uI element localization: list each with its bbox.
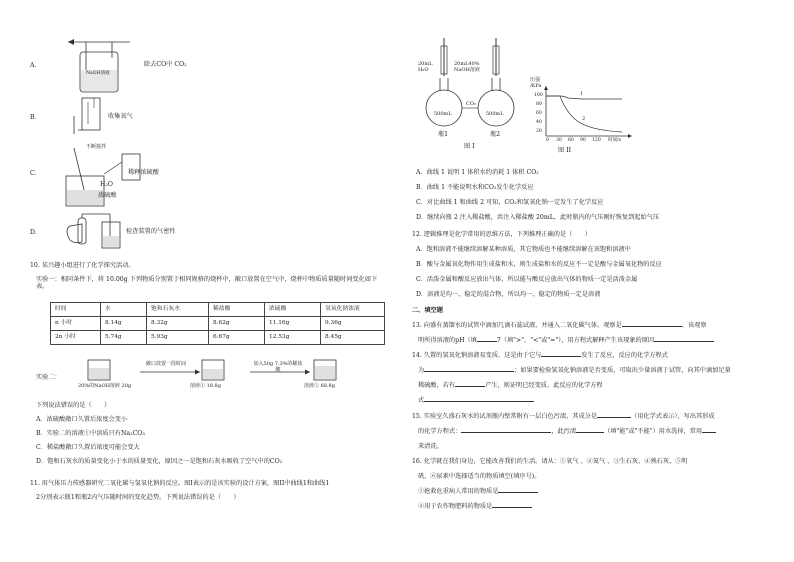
q11-choice-a: A．曲线 1 说明 1 体积水约消耗 1 体积 CO₂ — [416, 169, 539, 176]
q11-choice-d: D．继续向瓶 2 注入稀盐酸，共注入稀盐酸 20mL，此时瓶内的气压刚好恢复到起始气压 — [416, 214, 660, 221]
chart-ytick-40: 40 — [536, 120, 542, 125]
q14-line3a: 稀硫酸，若有 — [418, 382, 456, 389]
q15-line2b: ，此污渍 — [551, 428, 577, 435]
table-header-cell: 氢氧化钠浓液 — [321, 303, 385, 317]
q14-line1 — [412, 352, 668, 359]
option-d-note: 检查装置的气密性 — [126, 228, 176, 235]
q12-choice-c: C．活泼金属和酸反应放出气体，所以能与酸反应放出气体的物质一定是活泼金属 — [416, 276, 638, 283]
q15-line2 — [418, 428, 716, 435]
chart-xtick-30: 30 — [556, 138, 562, 143]
q16-line1: 16. 化学就在我们身边，它能改善我们的生活。请从：①氧气 、②氮气 、③生石灰、④熟石灰、⑤明 — [412, 458, 688, 465]
figure-one-apparatus — [412, 36, 522, 146]
table-cell: 5.74g — [101, 331, 147, 345]
table-header-cell: 饱和石灰水 — [147, 303, 209, 317]
naoh-bottle-label: NaOH溶液 — [86, 71, 110, 76]
q15-blank4[interactable] — [702, 432, 716, 433]
q13-line2b: 7（填">"、"<"或"="），用方程式解释产生该现象的原因 — [496, 337, 655, 344]
q13-line1 — [412, 322, 707, 329]
q11-line1: 11. 用气体压力传感器研究二氧化碳与氢氧化钠的反应。图I表示的是该实验的设计方案，图II中曲线1和曲线1 — [30, 480, 330, 487]
flask1-name: 瓶1 — [438, 131, 449, 138]
curve1-label: 1 — [580, 91, 584, 97]
q13-line1b: ，该观察 — [681, 322, 707, 329]
q11-choice-b: B．曲线 1 不能说明水和CO₂发生化学反应 — [416, 184, 534, 191]
figure-two-caption: 图 II — [558, 147, 572, 154]
q10-table — [50, 302, 385, 345]
chart-ytick-60: 60 — [536, 111, 542, 116]
q13-line2a: 明所得溶液的pH（填 — [418, 337, 477, 344]
chart-xlabel: 时间/s — [608, 138, 622, 143]
arrow1-label: 敞口放置一段时间 — [145, 361, 186, 367]
option-a-note: 除去CO中 CO₂ — [144, 61, 187, 68]
option-a-letter: A． — [30, 62, 41, 69]
table-cell: 8.62g — [209, 317, 265, 331]
q14-blank4[interactable] — [424, 401, 534, 402]
gas-wash-bottle-figure — [68, 36, 138, 96]
q14-blank1[interactable] — [541, 356, 581, 357]
chart-xtick-90: 90 — [580, 138, 586, 143]
q11-line2: 2分别表示瓶1和瓶2内气压随时间的变化趋势。下列说法错误的是（ ） — [36, 494, 240, 501]
q15-blank3[interactable] — [576, 432, 604, 433]
arrow2-label: 加入50g 7.3%的稀盐酸 — [253, 361, 303, 373]
figure-two-chart — [542, 86, 642, 146]
option-c-note: 稀释浓硫酸 — [128, 169, 159, 176]
q16-item2-text: ②用于农作物肥料的物质是 — [418, 503, 493, 510]
q14-line2b: ；如果要检验氢氧化钠溶液是否变质，可取出少量溶液于试管，向其中滴加足量 — [514, 367, 731, 374]
q15-line1b: （用化学式表示），写出其形成 — [631, 413, 715, 420]
q12-choice-a: A．饱和溶液不能继续溶解某种溶质，其它物质也不能继续溶解在该饱和溶液中 — [416, 246, 631, 253]
chart-ytick-100: 100 — [534, 93, 543, 98]
table-header-row — [51, 303, 385, 317]
table-cell: 6.67g — [209, 331, 265, 345]
table-cell: 11.16g — [265, 317, 321, 331]
q10-exp1: 实验一：相同条件下，将 10.00g 下列物质分别置于相同规格的烧杯中，敞口放置在空气中，烧杯中物质质量随时间变化如下表。 — [36, 276, 378, 291]
option-b-note: 收集氧气 — [108, 113, 133, 120]
chart-ytick-20: 20 — [536, 129, 542, 134]
q12-choice-b: B．酸与金属氧化物作用生成盐和水，则生成盐和水的反应不一定是酸与金属氧化物的反应 — [416, 261, 662, 268]
q14-line2 — [418, 367, 731, 374]
q15-line2a: 的化学方程式： — [418, 428, 462, 435]
q13-line1a: 13. 向盛有蒸馏水的试管中滴加几滴石蕊试液，并通入二氧化碳气体，观察是 — [412, 322, 622, 329]
beaker3-label: 溶液② 68.8g — [304, 383, 335, 389]
q15-blank2[interactable] — [461, 432, 551, 433]
chart-ytick-80: 80 — [536, 102, 542, 107]
q14-line4: 式 — [418, 397, 425, 404]
chart-xtick-60: 60 — [568, 138, 574, 143]
table-cell: 5.93g — [147, 331, 209, 345]
q10-exp2-label: 实验二： — [36, 374, 61, 381]
option-c-letter: C． — [30, 170, 41, 177]
q14-line2a: 为 — [418, 367, 425, 374]
acid-label: 浓硫酸 — [98, 192, 117, 199]
dilute-acid-figure — [60, 144, 160, 214]
q10-choice-d: D．饱和石灰水的质量变化小于水的质量变化，原因之一是饱和石灰水吸收了空气中的CO₂ — [36, 458, 283, 465]
option-b-letter: B． — [30, 114, 41, 121]
q13-blank2[interactable] — [477, 341, 497, 342]
table-header-cell: 浓硫酸 — [265, 303, 321, 317]
table-cell: 12.53g — [265, 331, 321, 345]
table-cell: 8.14g — [101, 317, 147, 331]
table-cell: 9.36g — [321, 317, 385, 331]
syringe2-label: 20mL40% NaOH溶液 — [454, 61, 480, 73]
q16-item2 — [418, 503, 532, 510]
section-fill-in: 二、填空题 — [412, 307, 443, 314]
table-row — [51, 331, 385, 345]
q12-choice-d: D．溶液是均一、稳定的混合物，所以均一、稳定的物质一定是溶液 — [416, 291, 601, 298]
flask2-name: 瓶2 — [490, 131, 501, 138]
q10-choice-b: B．实验二的溶液①中溶质只有Na₂CO₃ — [36, 430, 145, 437]
q15-line2c: （填"能"或"不能"）用水洗掉，常用 — [604, 428, 703, 435]
q16-line2: 矾、⑥尿素中选择适当的物质填空(填序号)。 — [418, 473, 541, 480]
chart-xtick-0: 0 — [546, 138, 549, 143]
q15-line1a: 15. 实验室久盛石灰水的试剂瓶内壁常附有一层白色污渍，其成分是 — [412, 413, 598, 420]
q14-line3 — [418, 382, 603, 389]
q14-blank3[interactable] — [455, 386, 485, 387]
chart-ylabel: 压强 /KPa — [530, 77, 542, 89]
q15-line1 — [412, 413, 715, 420]
beaker1-label: 20%的NaOH溶液 20g — [78, 383, 132, 389]
table-header-cell: 水 — [101, 303, 147, 317]
q10-stem: 10. 某兴趣小组进行了化学探究活动。 — [30, 262, 135, 269]
q13-blank1[interactable] — [622, 326, 682, 327]
chart-xtick-120: 120 — [592, 138, 601, 143]
q15-blank1[interactable] — [597, 417, 631, 418]
q16-item1 — [418, 488, 538, 495]
table-header-cell: 时间 — [51, 303, 101, 317]
q11-choice-c: C．对比曲线 1 和曲线 2 可知，CO₂和氢氧化钠一定发生了化学反应 — [416, 199, 604, 206]
q16-blank1[interactable] — [498, 492, 538, 493]
gas-label: CO₂ — [466, 101, 476, 107]
table-cell: 2n 小时 — [51, 331, 101, 345]
flask2-volume: 500mL — [486, 111, 504, 117]
q16-blank2[interactable] — [492, 507, 532, 508]
q10-choice-a: A．浓硫酸敞口久置后浓度会变小 — [36, 416, 128, 423]
q14-line1b: 发生了反应，反应的化学方程式 — [581, 352, 668, 359]
q14-line4 — [418, 397, 534, 404]
water-label: H₂O — [100, 181, 113, 188]
q15-line3: 来清洗。 — [418, 443, 443, 450]
curve2-label: 2 — [582, 116, 586, 122]
q14-line3b: 产生，则证明已经变质，此反应的化学方程 — [485, 382, 603, 389]
syringe1-label: 20mL H₂O — [418, 61, 433, 73]
table-row — [51, 317, 385, 331]
table-cell: 8.32g — [147, 317, 209, 331]
flask1-volume: 500mL — [434, 111, 452, 117]
q12-stem: 12. 逻辑推理是化学常用的思维方法，下列推理正确的是（ ） — [412, 231, 591, 238]
table-header-cell: 稀盐酸 — [209, 303, 265, 317]
q16-item1-text: ①抢救危重病人常用的物质是 — [418, 488, 499, 495]
option-d-letter: D． — [30, 229, 42, 236]
stir-label: 不断搅拌 — [86, 144, 107, 150]
q14-blank2[interactable] — [424, 371, 514, 372]
beaker2-label: 溶液① 18.8g — [190, 383, 221, 389]
figure-one-caption: 图 I — [464, 143, 475, 150]
experiment-two-figure — [70, 358, 370, 402]
q13-blank3[interactable] — [654, 341, 714, 342]
q13-line2 — [418, 337, 714, 344]
q10-choice-c: C．稀盐酸敞口久置后浓度可能会变大 — [36, 444, 140, 451]
table-cell: n 小时 — [51, 317, 101, 331]
table-cell: 8.45g — [321, 331, 385, 345]
q10-question: 下列说法错误的是（ ） — [36, 402, 111, 409]
q14-line1a: 14. 久置的氢氧化钠溶液易变质，这是由于它与 — [412, 352, 542, 359]
